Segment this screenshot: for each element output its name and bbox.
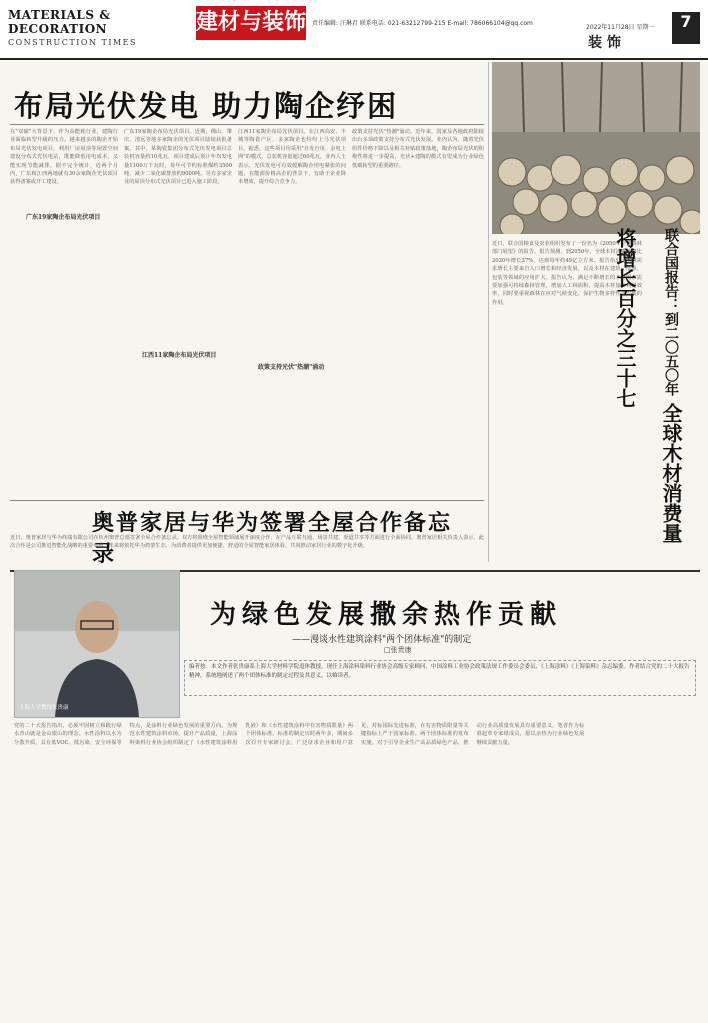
article2-body: 近日，奥普家居与华为终端有限公司在杭州奥普总部签署全屋合作备忘录。双方将围绕全屋智能领域展开深度合作，在产品互联互通、场景共建、渠道共享等方面进行全面协同。奥普家居相关负责人表示，此次合作是公司推进智能化战略的重要举措，未来将依托华为鸿蒙生态，为消费者提供更加便捷、舒适的全屋智能家居体验，共同推动家居行业的数字化升级。 (10, 535, 484, 550)
article3-body: 近日，联合国粮食及农业组织发布了一份名为《2050年全球森林部门展望》的报告。报告预测，到2050年，全球木材消费量将比2020年增长37%，达到每年约49亿立方米。报告指出，木材需求增长主要来自人口增长和经济发展，以及木材在建筑、能源、包装等领域的应用扩大。报告认为，满足不断增长的木材需求需要加强可持续森林管理，增加人工林面积，提高木材加工利用效率，同时要重视森林在应对气候变化、保护生物多样性等方面的作用。 (492, 241, 642, 306)
article4-body: 党的二十大报告指出，必须牢固树立和践行绿水青山就是金山银山的理念。水性涂料以水为分散介质，具有低VOC、低污染、安全环保等特点，是涂料行业绿色发展的重要方向。为规范水性建筑涂料市场，提升产品质量，上海涂料染料行业协会组织制定了《水性建筑涂料用乳液》和《水性建筑涂料中有害物质限量》两个团体标准。标准的制定历时两年多，期间多次召开专家研讨会，广泛征求企业和用户意见，对标国际先进标准，在有害物质限量等关键指标上严于国家标准。两个团体标准的发布实施，对于引导企业生产高品质绿色产品、推动行业高质量发展具有重要意义。笔者作为标准起草专家组成员，愿以余热为行业绿色发展继续贡献力量。 (14, 723, 585, 746)
article4-headline: 为绿色发展撒余热作贡献 (210, 600, 563, 630)
article3-subheadline: 联合国报告：到二〇五〇年 (663, 228, 679, 396)
brand-english (8, 8, 188, 47)
page-number: 7 (680, 12, 692, 31)
article1-column-3: 江西11家陶企布局光伏项目。在江西高安、丰城等陶瓷产区，多家陶企也纷纷上马光伏项目。据悉，这些项目均采用"自发自用、余电上网"的模式，总装机容量超过60兆瓦。业内人士表示，光伏发电可有效缓解陶企用电紧张的问题，在能源价格高企的背景下，有助于企业降本增效，提升综合竞争力。 (238, 129, 346, 186)
article1-subhead-2: 江西11家陶企布局光伏项目 (142, 352, 217, 359)
article2-headline: 奥普家居与华为签署全屋合作备忘录 (92, 511, 453, 567)
page-number-box (672, 12, 700, 44)
article1-subhead-1: 广东19家陶企布局光伏项目 (26, 214, 101, 221)
article1-column-1: 在"双碳"大背景下，作为高能耗行业，建陶行业面临转型升级的压力。越来越多的陶企开始布局光伏发电项目，利用厂房屋顶等闲置空间建设分布式光伏电站，既能降低用电成本，又能实现节能减排。据不完全统计，近两个月内，广东和江西两地就有30余家陶企光伏项目获得备案或开工建设。 (10, 129, 118, 186)
article1-column-4: 政策支持光伏"热潮"涌动。近年来，国家及各地政府陆续出台多项政策支持分布式光伏发展。业内认为，随着光伏组件价格下降以及相关补贴政策落地，陶企布局光伏的积极性将进一步提高，光伏+建陶的模式有望成为行业绿色低碳转型的重要路径。 (352, 129, 484, 169)
divider (488, 62, 489, 562)
brand-english-line2: CONSTRUCTION TIMES (8, 38, 137, 47)
brand-english-line1: MATERIALS & DECORATION (8, 8, 111, 36)
masthead (0, 0, 708, 60)
editor-contact: 责任编辑: 汪琳君 联系电话: 021-63212799-215 E-mail: 786066104@qq.com (312, 20, 533, 27)
article1-headline: 布局光伏发电 助力陶企纾困 (14, 89, 399, 123)
article4-subheadline: ——漫谈水性建筑涂料"两个团体标准"的制定 (292, 635, 472, 645)
article3-headline (613, 228, 694, 558)
editor-note: 编者按：本文作者张贵康系上海大学材料学院退休教授，现任上海涂料染料行业协会高级专家顾问、中国涂料工业协会政策法规工作委员会委员、《上海涂料》《上海染料》杂志编委。作者结合党的二十大报告精神，系统地阐述了两个团体标准的制定过程及其意义，以飨读者。 (184, 660, 696, 696)
article1-subhead-3: 政策支持光伏"热潮"涌动 (258, 364, 325, 371)
divider (10, 500, 484, 501)
author-photo-image (15, 571, 179, 717)
section-title: 装 饰 (588, 35, 621, 51)
article4-byline: □张贵康 (384, 646, 412, 654)
divider (10, 124, 484, 125)
author-photo-caption: 上海大学教授张贵康 (19, 705, 69, 711)
brand-chinese-logo: 建材与装饰 (196, 6, 306, 40)
timber-photo (492, 62, 700, 234)
article1-column-2: 广东19家陶企布局光伏项目。近期，佛山、肇庆、清远等地多家陶企的光伏项目陆续获批备案。其中，某陶瓷集团分布式光伏发电项目总装机容量约10兆瓦，项目建成后预计年均发电量1100万千瓦时，每年可节约标准煤约3500吨，减少二氧化碳排放约9000吨。另有多家企业的屋顶分布式光伏项目已进入施工阶段。 (124, 129, 232, 186)
author-portrait (14, 570, 180, 718)
article3-title: 全球木材消费量将增长百分之三十七 (613, 228, 683, 543)
issue-date: 2022年11月28日 星期一 (586, 24, 655, 31)
timber-logs-image (492, 62, 700, 234)
